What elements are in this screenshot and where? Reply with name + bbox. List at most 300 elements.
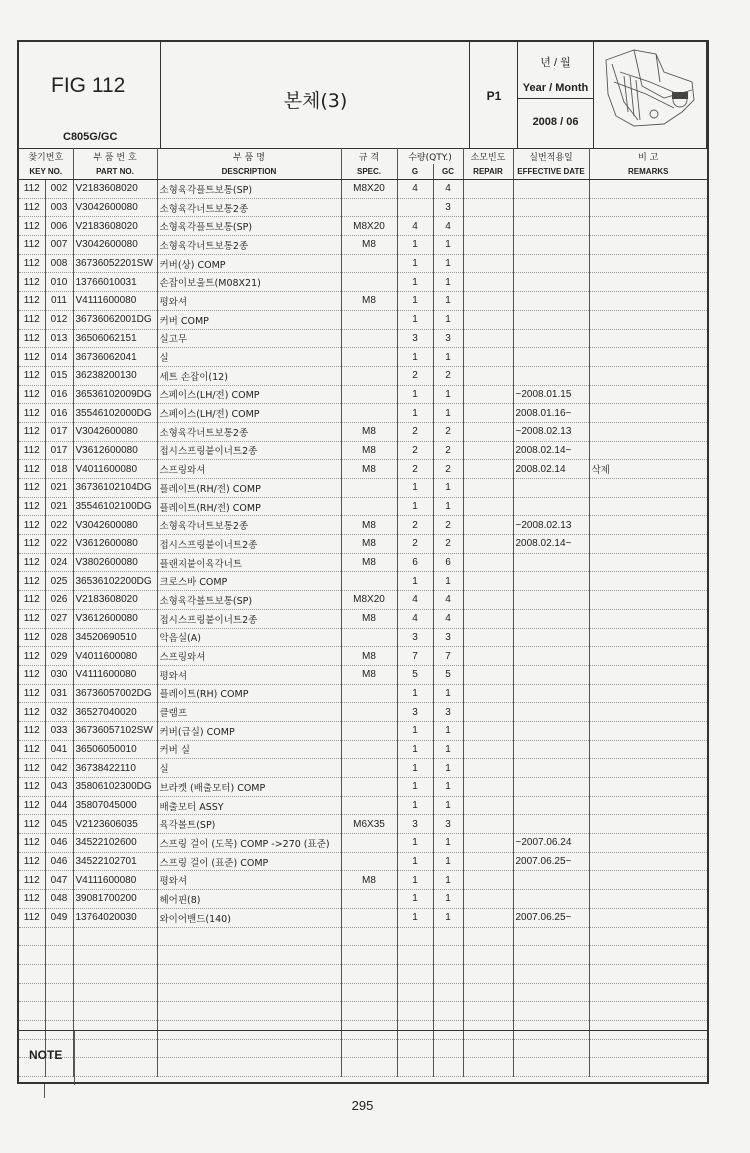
key-no-cell: 006 [45, 217, 73, 236]
fig-no-cell: 112 [19, 684, 45, 703]
sheet-page: P1 [486, 89, 502, 103]
part-no-cell: V3612600080 [73, 609, 157, 628]
remarks-cell [589, 366, 707, 385]
spec-cell [341, 703, 397, 722]
qty-g-cell: 1 [397, 404, 433, 423]
fig-no-cell: 112 [19, 479, 45, 498]
remarks-cell [589, 236, 707, 255]
qty-g-cell: 1 [397, 908, 433, 927]
remarks-cell [589, 759, 707, 778]
repair-cell [463, 310, 513, 329]
remarks-cell [589, 516, 707, 535]
effective-date-cell: 2007.06.25~ [513, 852, 589, 871]
table-row [19, 628, 707, 647]
qty-g-cell: 3 [397, 628, 433, 647]
fig-no-cell: 112 [19, 759, 45, 778]
table-row [19, 422, 707, 441]
repair-cell [463, 385, 513, 404]
part-no-cell: 36506062151 [73, 329, 157, 348]
remarks-cell [589, 198, 707, 217]
description-cell: 스프링 걸이 (도목) COMP ->270 (표준) [157, 834, 341, 853]
key-no-cell: 042 [45, 759, 73, 778]
description-cell: 세트 손잡이(12) [157, 366, 341, 385]
col-qty-gc: GC [433, 164, 463, 180]
table-row [19, 721, 707, 740]
page-cell [470, 42, 518, 148]
qty-g-cell: 1 [397, 759, 433, 778]
qty-gc-cell: 1 [433, 721, 463, 740]
qty-gc-cell: 4 [433, 217, 463, 236]
qty-gc-cell: 1 [433, 404, 463, 423]
repair-cell [463, 329, 513, 348]
effective-date-cell [513, 591, 589, 610]
key-no-cell: 049 [45, 908, 73, 927]
spec-cell [341, 497, 397, 516]
effective-date-cell [513, 366, 589, 385]
table-row [19, 908, 707, 927]
table-row [19, 198, 707, 217]
figure-number: FIG 112 [51, 74, 126, 97]
fig-no-cell: 112 [19, 834, 45, 853]
fig-no-cell: 112 [19, 273, 45, 292]
remarks-cell [589, 778, 707, 797]
spec-cell: M8 [341, 460, 397, 479]
repair-cell [463, 198, 513, 217]
remarks-cell [589, 684, 707, 703]
description-cell: 플레이트(RH) COMP [157, 684, 341, 703]
qty-gc-cell: 2 [433, 441, 463, 460]
repair-cell [463, 236, 513, 255]
table-row [19, 385, 707, 404]
qty-g-cell: 1 [397, 871, 433, 890]
part-no-cell: V3042600080 [73, 422, 157, 441]
description-cell: 커버 COMP [157, 310, 341, 329]
key-no-cell: 046 [45, 834, 73, 853]
remarks-cell [589, 572, 707, 591]
blank-row [19, 964, 707, 983]
year-month-kor: 년 / 월 [540, 57, 571, 69]
table-row [19, 404, 707, 423]
qty-gc-cell: 1 [433, 908, 463, 927]
qty-gc-cell: 3 [433, 628, 463, 647]
effective-date-cell [513, 329, 589, 348]
table-row [19, 759, 707, 778]
spec-cell [341, 890, 397, 909]
description-cell: 스페이스(LH/전) COMP [157, 404, 341, 423]
part-no-cell: V3612600080 [73, 535, 157, 554]
qty-gc-cell: 1 [433, 740, 463, 759]
qty-g-cell: 4 [397, 217, 433, 236]
repair-cell [463, 460, 513, 479]
key-no-cell: 047 [45, 871, 73, 890]
part-no-cell: V3042600080 [73, 516, 157, 535]
part-no-cell: 36238200130 [73, 366, 157, 385]
qty-gc-cell: 3 [433, 815, 463, 834]
qty-gc-cell: 4 [433, 180, 463, 199]
fig-no-cell: 112 [19, 385, 45, 404]
part-no-cell: 36506050010 [73, 740, 157, 759]
table-row [19, 796, 707, 815]
qty-gc-cell: 1 [433, 684, 463, 703]
description-cell: 소형육각볼트보통(SP) [157, 591, 341, 610]
fig-no-cell: 112 [19, 852, 45, 871]
table-row [19, 609, 707, 628]
description-cell: 스페이스(LH/전) COMP [157, 385, 341, 404]
remarks-cell [589, 890, 707, 909]
fig-no-cell: 112 [19, 721, 45, 740]
remarks-cell [589, 254, 707, 273]
qty-g-cell: 4 [397, 180, 433, 199]
qty-g-cell: 1 [397, 852, 433, 871]
effective-date-cell [513, 871, 589, 890]
col-eff-eng: EFFECTIVE DATE [513, 164, 589, 180]
effective-date-cell [513, 348, 589, 367]
table-row [19, 815, 707, 834]
remarks-cell [589, 348, 707, 367]
note-label-cell [19, 1031, 75, 1085]
model-code: C805G/GC [63, 131, 118, 143]
table-row [19, 348, 707, 367]
qty-gc-cell: 1 [433, 236, 463, 255]
repair-cell [463, 404, 513, 423]
fig-no-cell: 112 [19, 441, 45, 460]
spec-cell [341, 796, 397, 815]
fig-no-cell: 112 [19, 217, 45, 236]
part-no-cell: 36527040020 [73, 703, 157, 722]
table-row [19, 180, 707, 199]
remarks-cell [589, 497, 707, 516]
table-row [19, 871, 707, 890]
table-row [19, 292, 707, 311]
issue-date: 2008 / 06 [532, 116, 579, 128]
part-no-cell: V4011600080 [73, 647, 157, 666]
part-no-cell: V3802600080 [73, 553, 157, 572]
remarks-cell [589, 721, 707, 740]
repair-cell [463, 665, 513, 684]
repair-cell [463, 834, 513, 853]
table-row [19, 441, 707, 460]
key-no-cell: 026 [45, 591, 73, 610]
effective-date-cell [513, 703, 589, 722]
fig-no-cell: 112 [19, 890, 45, 909]
fig-no-cell: 112 [19, 553, 45, 572]
qty-g-cell: 1 [397, 273, 433, 292]
fig-no-cell: 112 [19, 908, 45, 927]
description-cell: 플레이트(RH/전) COMP [157, 479, 341, 498]
effective-date-cell: ~2008.02.13 [513, 516, 589, 535]
col-remarks-kor: 비 고 [589, 148, 707, 164]
qty-gc-cell: 2 [433, 460, 463, 479]
qty-g-cell: 3 [397, 703, 433, 722]
qty-gc-cell: 1 [433, 871, 463, 890]
table-row [19, 366, 707, 385]
qty-g-cell: 1 [397, 479, 433, 498]
table-row [19, 665, 707, 684]
fig-no-cell: 112 [19, 740, 45, 759]
qty-g-cell: 3 [397, 329, 433, 348]
qty-g-cell: 1 [397, 740, 433, 759]
remarks-cell [589, 292, 707, 311]
remarks-cell [589, 591, 707, 610]
qty-gc-cell: 7 [433, 647, 463, 666]
qty-g-cell: 2 [397, 422, 433, 441]
qty-g-cell: 1 [397, 890, 433, 909]
key-no-cell: 014 [45, 348, 73, 367]
effective-date-cell [513, 497, 589, 516]
spec-cell: M8X20 [341, 180, 397, 199]
effective-date-cell [513, 815, 589, 834]
fig-no-cell: 112 [19, 404, 45, 423]
repair-cell [463, 348, 513, 367]
description-cell: 평와셔 [157, 665, 341, 684]
spec-cell: M8 [341, 553, 397, 572]
qty-gc-cell: 5 [433, 665, 463, 684]
fig-no-cell: 112 [19, 815, 45, 834]
fig-no-cell: 112 [19, 535, 45, 554]
spec-cell [341, 684, 397, 703]
key-no-cell: 044 [45, 796, 73, 815]
fig-no-cell: 112 [19, 254, 45, 273]
description-cell: 실고무 [157, 329, 341, 348]
qty-gc-cell: 1 [433, 479, 463, 498]
qty-gc-cell: 1 [433, 572, 463, 591]
spec-cell [341, 572, 397, 591]
remarks-cell: 삭제 [589, 460, 707, 479]
repair-cell [463, 497, 513, 516]
parts-body [19, 180, 707, 1077]
qty-g-cell: 2 [397, 441, 433, 460]
col-qty-g: G [397, 164, 433, 180]
part-no-cell: 35806102300DG [73, 778, 157, 797]
qty-g-cell: 7 [397, 647, 433, 666]
qty-gc-cell: 2 [433, 422, 463, 441]
year-month-cell [518, 42, 594, 148]
fig-no-cell: 112 [19, 516, 45, 535]
fig-no-cell: 112 [19, 366, 45, 385]
effective-date-cell [513, 890, 589, 909]
qty-gc-cell: 1 [433, 834, 463, 853]
col-spec-kor: 규 격 [341, 148, 397, 164]
fig-no-cell: 112 [19, 703, 45, 722]
effective-date-cell [513, 665, 589, 684]
table-row [19, 834, 707, 853]
remarks-cell [589, 404, 707, 423]
effective-date-cell [513, 198, 589, 217]
repair-cell [463, 721, 513, 740]
effective-date-cell: 2008.01.16~ [513, 404, 589, 423]
key-no-cell: 022 [45, 516, 73, 535]
spec-cell: M8X20 [341, 591, 397, 610]
key-no-cell: 008 [45, 254, 73, 273]
remarks-cell [589, 441, 707, 460]
key-no-cell: 017 [45, 441, 73, 460]
fig-no-cell: 112 [19, 572, 45, 591]
remarks-cell [589, 628, 707, 647]
qty-g-cell: 3 [397, 815, 433, 834]
table-row [19, 460, 707, 479]
col-spec-eng: SPEC. [341, 164, 397, 180]
key-no-cell: 007 [45, 236, 73, 255]
part-no-cell: 36736102104DG [73, 479, 157, 498]
spec-cell: M8 [341, 535, 397, 554]
remarks-cell [589, 385, 707, 404]
repair-cell [463, 778, 513, 797]
table-row [19, 273, 707, 292]
table-row [19, 535, 707, 554]
parts-sheet [17, 40, 709, 1084]
note-row [19, 1030, 707, 1085]
repair-cell [463, 535, 513, 554]
description-cell: 커버(급실) COMP [157, 721, 341, 740]
col-repair-eng: REPAIR [463, 164, 513, 180]
fig-no-cell: 112 [19, 628, 45, 647]
repair-cell [463, 441, 513, 460]
col-desc-eng: DESCRIPTION [157, 164, 341, 180]
qty-gc-cell: 4 [433, 591, 463, 610]
fig-no-cell: 112 [19, 665, 45, 684]
spec-cell [341, 366, 397, 385]
part-no-cell: 34522102701 [73, 852, 157, 871]
remarks-cell [589, 535, 707, 554]
key-no-cell: 021 [45, 479, 73, 498]
table-row [19, 703, 707, 722]
table-row [19, 591, 707, 610]
qty-g-cell: 1 [397, 236, 433, 255]
effective-date-cell: ~2008.01.15 [513, 385, 589, 404]
part-no-cell: 34522102600 [73, 834, 157, 853]
spec-cell: M8 [341, 292, 397, 311]
repair-cell [463, 628, 513, 647]
qty-g-cell: 1 [397, 497, 433, 516]
col-qty-kor: 수량(QTY.) [397, 148, 463, 164]
figure-cell [19, 42, 161, 148]
effective-date-cell [513, 721, 589, 740]
qty-g-cell: 6 [397, 553, 433, 572]
header-row-korean [19, 148, 707, 164]
effective-date-cell [513, 236, 589, 255]
spec-cell [341, 479, 397, 498]
key-no-cell: 015 [45, 366, 73, 385]
description-cell: 손잡이보울트(M08X21) [157, 273, 341, 292]
part-no-cell: V2183608020 [73, 180, 157, 199]
effective-date-cell [513, 740, 589, 759]
remarks-cell [589, 665, 707, 684]
part-no-cell: V3042600080 [73, 236, 157, 255]
spec-cell: M8X20 [341, 217, 397, 236]
spec-cell [341, 198, 397, 217]
qty-g-cell: 1 [397, 834, 433, 853]
effective-date-cell: 2008.02.14~ [513, 441, 589, 460]
remarks-cell [589, 703, 707, 722]
effective-date-cell [513, 273, 589, 292]
key-no-cell: 046 [45, 852, 73, 871]
qty-gc-cell: 4 [433, 609, 463, 628]
part-no-cell: 13766010031 [73, 273, 157, 292]
spec-cell [341, 852, 397, 871]
table-row [19, 647, 707, 666]
blank-row [19, 983, 707, 1002]
fig-no-cell: 112 [19, 778, 45, 797]
description-cell: 스프링 걸이 (표준) COMP [157, 852, 341, 871]
fig-no-cell: 112 [19, 871, 45, 890]
part-no-cell: 36738422110 [73, 759, 157, 778]
key-no-cell: 017 [45, 422, 73, 441]
repair-cell [463, 180, 513, 199]
parts-table [19, 148, 707, 1077]
description-cell: 커버 실 [157, 740, 341, 759]
blank-row [19, 1002, 707, 1021]
repair-cell [463, 684, 513, 703]
col-key-kor: 찾기번호 [28, 152, 64, 163]
repair-cell [463, 217, 513, 236]
repair-cell [463, 815, 513, 834]
qty-gc-cell: 1 [433, 273, 463, 292]
table-row [19, 852, 707, 871]
description-cell: 접시스프링붙이너트2종 [157, 535, 341, 554]
effective-date-cell [513, 254, 589, 273]
table-row [19, 684, 707, 703]
spec-cell: M8 [341, 422, 397, 441]
fig-no-cell: 112 [19, 329, 45, 348]
part-no-cell: V4111600080 [73, 665, 157, 684]
repair-cell [463, 479, 513, 498]
spec-cell [341, 740, 397, 759]
fig-no-cell: 112 [19, 422, 45, 441]
remarks-cell [589, 180, 707, 199]
qty-g-cell: 1 [397, 684, 433, 703]
repair-cell [463, 553, 513, 572]
qty-gc-cell: 3 [433, 703, 463, 722]
effective-date-cell [513, 759, 589, 778]
col-part-kor: 부 품 번 호 [73, 148, 157, 164]
description-cell: 클램프 [157, 703, 341, 722]
description-cell: 커버(상) COMP [157, 254, 341, 273]
spec-cell [341, 404, 397, 423]
description-cell: 소형육각플트보통(SP) [157, 180, 341, 199]
key-no-cell: 003 [45, 198, 73, 217]
remarks-cell [589, 852, 707, 871]
key-no-cell: 033 [45, 721, 73, 740]
qty-gc-cell: 3 [433, 198, 463, 217]
col-part-eng: PART NO. [73, 164, 157, 180]
part-no-cell: 36736057002DG [73, 684, 157, 703]
fig-no-cell: 112 [19, 647, 45, 666]
key-no-cell: 018 [45, 460, 73, 479]
qty-gc-cell: 1 [433, 890, 463, 909]
note-label: NOTE [29, 1048, 63, 1062]
effective-date-cell [513, 778, 589, 797]
qty-g-cell: 4 [397, 609, 433, 628]
description-cell: 소형육각너트보통2종 [157, 236, 341, 255]
spec-cell: M8 [341, 441, 397, 460]
qty-g-cell: 1 [397, 348, 433, 367]
description-cell: 악음실(A) [157, 628, 341, 647]
qty-g-cell: 5 [397, 665, 433, 684]
part-no-cell: 36736057102SW [73, 721, 157, 740]
key-no-cell: 028 [45, 628, 73, 647]
key-no-cell: 016 [45, 385, 73, 404]
qty-gc-cell: 6 [433, 553, 463, 572]
qty-g-cell: 1 [397, 721, 433, 740]
qty-gc-cell: 1 [433, 310, 463, 329]
table-row [19, 740, 707, 759]
qty-gc-cell: 2 [433, 516, 463, 535]
key-no-cell: 016 [45, 404, 73, 423]
qty-g-cell: 2 [397, 366, 433, 385]
description-cell: 와이어밴드(140) [157, 908, 341, 927]
table-row [19, 516, 707, 535]
spec-cell [341, 759, 397, 778]
